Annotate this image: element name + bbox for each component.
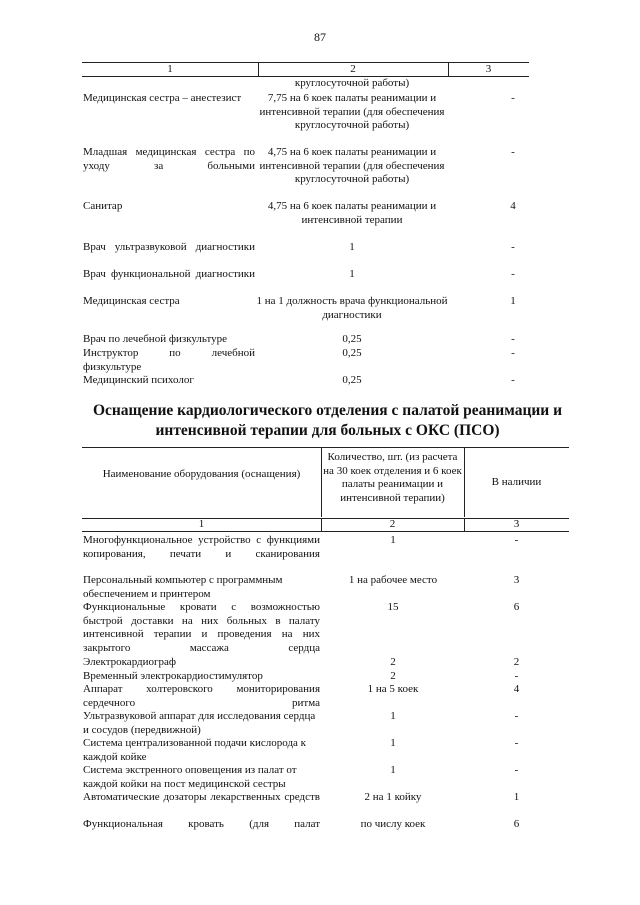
staff-available: -: [511, 241, 515, 253]
column-number-1: 1: [198, 518, 205, 530]
equipment-qty: по числу коек: [360, 818, 426, 830]
equipment-available: 2: [513, 656, 520, 668]
equipment-qty: 2 на 1 койку: [364, 791, 422, 803]
equipment-available: -: [514, 710, 519, 722]
column-number-2: 2: [350, 63, 356, 75]
staff-qty: 0,25: [342, 374, 362, 386]
quantity-header: Количество, шт. (из расчета на 30 коек отделения и 6 коек палаты реанимации и интенсивной терапии): [323, 451, 462, 504]
equipment-name: Ультразвуковой аппарат для исследования сердца и сосудов (передвижной): [83, 710, 316, 736]
header-divider: [258, 62, 259, 76]
staff-available: -: [511, 92, 515, 104]
equipment-available: 6: [513, 601, 520, 613]
page-number: 87: [314, 30, 326, 44]
staff-qty: 4,75 на 6 коек палаты реанимации и интенсивной терапии: [267, 200, 437, 226]
equipment-name: Многофункциональное устройство с функциями копирования, печати и сканирования: [83, 534, 320, 560]
staff-qty: 1: [349, 268, 355, 280]
equipment-available: -: [514, 764, 519, 776]
staff-position: Врач ультразвуковой диагностики: [83, 241, 255, 253]
equipment-available: 1: [513, 791, 520, 803]
equipment-available: -: [514, 534, 519, 546]
equipment-qty: 2: [390, 670, 396, 682]
equipment-name: Временный электрокардиостимулятор: [83, 670, 263, 682]
staff-qty: 0,25: [342, 333, 362, 345]
column-numbers-row: [82, 518, 569, 532]
staff-qty: 4,75 на 6 коек палаты реанимации и интенсивной терапии (для обеспечения круглосуточной работы): [259, 146, 445, 185]
equipment-available: 3: [513, 574, 520, 586]
equipment-qty: 1 на рабочее место: [348, 574, 438, 586]
equipment-name-header: Наименование оборудования (оснащения): [102, 468, 301, 480]
staff-available: 1: [510, 295, 516, 307]
staff-available: 4: [510, 200, 516, 212]
staff-position: Санитар: [83, 200, 123, 212]
staff-available: -: [511, 268, 515, 280]
staff-available: -: [511, 374, 515, 386]
equipment-qty: 15: [387, 601, 399, 613]
column-number-3: 3: [513, 518, 520, 530]
equipment-name: Автоматические дозаторы лекарственных средств: [83, 791, 320, 803]
header-divider: [464, 518, 465, 532]
equipment-available: 4: [513, 683, 520, 695]
equipment-available: 6: [513, 818, 520, 830]
staff-qty: круглосуточной работы): [294, 77, 410, 89]
column-number-1: 1: [167, 63, 173, 75]
equipment-name: Аппарат холтеровского мониторирования сердечного ритма: [83, 683, 320, 709]
equipment-qty: 1: [390, 710, 396, 722]
staff-available: -: [511, 333, 515, 345]
equipment-qty: 1: [390, 737, 396, 749]
equipment-name: Функциональные кровати с возможностью быстрой доставки на них больных в палату интенсивной терапии и проведения на них закрытого массажа сердца: [83, 601, 320, 654]
staff-available: -: [511, 347, 515, 359]
staff-position: Врач функциональной диагностики: [83, 268, 255, 280]
staff-qty: 1 на 1 должность врача функциональной диагностики: [256, 295, 448, 321]
staff-table-header: [82, 62, 529, 77]
staff-position: Инструктор по лечебной физкультуре: [83, 347, 255, 373]
staff-qty: 1: [349, 241, 355, 253]
equipment-name: Электрокардиограф: [83, 656, 177, 668]
column-number-2: 2: [389, 518, 396, 530]
header-divider: [321, 518, 322, 532]
staff-position: Младшая медицинская сестра по уходу за больными: [83, 146, 255, 172]
equipment-qty: 1: [390, 764, 396, 776]
equipment-name: Система экстренного оповещения из палат от каждой койки на пост медицинской сестры: [83, 764, 297, 790]
header-divider: [448, 62, 449, 76]
equipment-qty: 2: [390, 656, 396, 668]
equipment-available: -: [514, 737, 519, 749]
section-heading: Оснащение кардиологического отделения с палатой реанимации и интенсивной терапии для больных с ОКС (ПСО): [92, 402, 563, 439]
staff-position: Медицинская сестра: [83, 295, 180, 307]
staff-available: -: [511, 146, 515, 158]
equipment-qty: 1: [390, 534, 396, 546]
equipment-name: Функциональная кровать (для палат: [83, 818, 320, 830]
staff-position: Медицинский психолог: [83, 374, 194, 386]
staff-qty: 0,25: [342, 347, 362, 359]
equipment-available: -: [514, 670, 519, 682]
staff-position: Врач по лечебной физкультуре: [83, 333, 228, 345]
equipment-qty: 1 на 5 коек: [367, 683, 419, 695]
staff-qty: 7,75 на 6 коек палаты реанимации и интенсивной терапии (для обеспечения круглосуточной работы): [259, 92, 445, 131]
column-number-3: 3: [485, 63, 492, 75]
equipment-name: Система централизованной подачи кислорода к каждой койке: [83, 737, 307, 763]
staff-position: Медицинская сестра – анестезист: [83, 92, 242, 104]
available-header: В наличии: [491, 476, 542, 488]
equipment-name: Персональный компьютер с программным обеспечением и принтером: [83, 574, 283, 600]
